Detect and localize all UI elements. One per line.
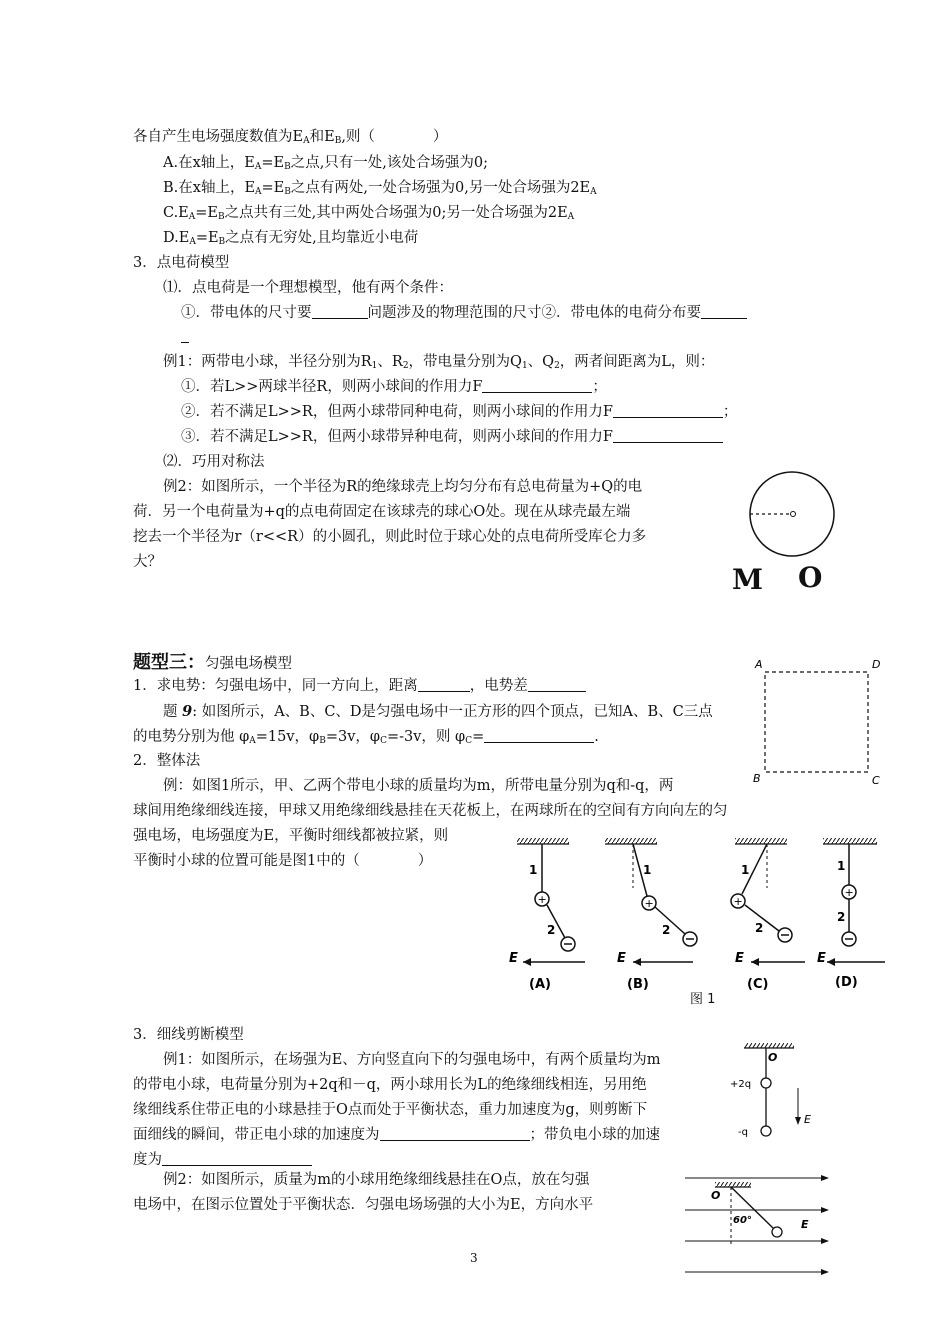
field-label: E (801, 1218, 809, 1231)
example-2b-line: 电场中，在图示位置处于平衡状态．匀强电场场强的大小为E，方向水平 (133, 1197, 594, 1213)
vertex-d: D (872, 658, 881, 671)
field-label: E (509, 951, 518, 966)
method-title: 2．整体法 (133, 753, 201, 769)
svg-text:E: E (735, 951, 744, 966)
positive-ball (761, 1078, 771, 1088)
example-2-line: 大？ (133, 554, 162, 570)
section-title: 3．点电荷模型 (133, 255, 230, 271)
svg-text:E: E (817, 951, 826, 966)
option-d: $D.E_A=E_B$之点有无穷处,且均靠近小电荷 (163, 230, 419, 247)
angle-label: 60° (733, 1215, 752, 1226)
vertex-b: B (753, 772, 761, 785)
subsection-title: ⑵．巧用对称法 (163, 454, 265, 470)
field-label: E (804, 1113, 811, 1126)
field-line (821, 1269, 829, 1275)
question-9-values: 的电势分别为他 $\varphi_A=15v$，$\varphi_B=3v$，$\varphi_C=-3v$，则 $\varphi_C=$ . (133, 729, 599, 746)
diagram-d (817, 838, 885, 990)
center-charge (791, 512, 796, 517)
example-2-line: 荷．另一个电荷量为+q的点电荷固定在该球壳的球心O处。现在从球壳最左端 (133, 504, 631, 520)
plus-sign: + (537, 893, 547, 906)
svg-text:2: 2 (755, 921, 764, 935)
svg-text:2: 2 (662, 923, 671, 937)
label-1: 1 (529, 863, 538, 877)
diagram-a (509, 838, 585, 992)
label-o: O (798, 561, 823, 594)
option-a: A.在x轴上，$E_A=E_B$之点,只有一处,该处合场强为0; (163, 155, 489, 172)
question-9: 题 9: 如图所示，A、B、C、D是匀强电场中一正方形的四个顶点，已知A、B、C三点 (163, 703, 713, 720)
svg-text:E: E (617, 951, 626, 966)
example-1: 例1：两带电小球，半径分别为$R_1$、$R_2$，带电量分别为$Q_1$、$Q_2$，两者间距离为L，则： (163, 354, 715, 371)
subsection-title: ⑴．点电荷是一个理想模型，他有两个条件： (163, 280, 453, 296)
positive-charge-label: +2q (730, 1079, 752, 1090)
example-line: 平衡时小球的位置可能是图1中的（ ） (133, 853, 433, 869)
diagram-c (731, 838, 805, 992)
example-2-line: 挖去一个半径为r（r<<R）的小圆孔，则此时位于球心处的点电荷所受库仑力多 (133, 529, 647, 545)
diagram-b (605, 838, 697, 992)
field-pendulum-figure (685, 1168, 835, 1280)
label-o: O (711, 1189, 721, 1202)
question-intro: 各自产生电场强度数值为$E_A$和$E_B$,则（ ） (133, 129, 448, 146)
svg-text:2: 2 (837, 910, 846, 924)
cut-example-line: 度为 (133, 1150, 312, 1170)
cut-example-line: 的带电小球，电荷量分别为+2q和－q，两小球用长为L的绝缘细线相连，另用绝 (133, 1077, 647, 1093)
sub-question-2: ②．若不满足L>>R，但两小球带同种电荷，则两小球间的作用力F ； (181, 404, 738, 420)
label-a: (A) (529, 977, 551, 992)
blank-continuation (181, 342, 189, 343)
negative-ball (761, 1126, 771, 1136)
svg-text:1: 1 (741, 863, 750, 877)
sub-question-1: ①．若L>>两球半径R，则两小球间的作用力F ； (181, 379, 607, 395)
label-b: (B) (627, 977, 649, 992)
example-line: 球间用绝缘细线连接，甲球又用绝缘细线悬挂在天花板上，在两球所在的空间有方向向左的匀 (133, 803, 728, 819)
svg-text:1: 1 (643, 863, 652, 877)
label-o: O (768, 1051, 778, 1064)
ball (772, 1227, 782, 1237)
page-number: 3 (470, 1251, 478, 1265)
potential-line: 1．求电势：匀强电场中，同一方向上，距离 ，电势差 (133, 676, 586, 696)
ceiling (517, 838, 569, 844)
cut-example-line: 例1：如图所示，在场强为E、方向竖直向下的匀强电场中，有两个质量均为m (163, 1052, 661, 1068)
label-d: (D) (835, 975, 858, 990)
vertex-a: A (755, 658, 763, 671)
vertex-c: C (872, 774, 880, 787)
figure-caption: 图 1 (690, 992, 716, 1007)
label-m: M (732, 563, 763, 596)
dashed-square (765, 672, 868, 772)
section-heading: 题型三：匀强电场模型 (133, 652, 292, 673)
figure-1 (505, 830, 890, 1010)
hanging-charges-figure (728, 1043, 828, 1148)
field-arrow (795, 1117, 801, 1125)
svg-text:+: + (733, 895, 743, 908)
label-2: 2 (547, 923, 556, 937)
option-b: B.在x轴上，$E_A=E_B$之点有两处,一处合场强为0,另一处合场强为$2E_A$ (163, 180, 597, 197)
svg-text:1: 1 (837, 859, 846, 873)
example-line: 强电场，电场强度为E，平衡时细线都被拉紧，则 (133, 828, 449, 844)
example-line: 例：如图1所示，甲、乙两个带电小球的质量均为m，所带电量分别为q和-q，两 (163, 778, 674, 794)
negative-charge-label: -q (738, 1127, 748, 1138)
label-c: (C) (747, 977, 769, 992)
method-title: 3．细线剪断模型 (133, 1027, 244, 1043)
example-2-line: 例2：如图所示，一个半径为R的绝缘球壳上均匀分布有总电荷量为+Q的电 (163, 479, 643, 495)
svg-text:+: + (644, 897, 654, 910)
option-c: $C.E_A=E_B$之点共有三处,其中两处合场强为0;另一处合场强为$2E_A$ (163, 205, 575, 222)
example-2b-line: 例2：如图所示，质量为m的小球用绝缘细线悬挂在O点，放在匀强 (163, 1172, 590, 1188)
sub-question-3: ③．若不满足L>>R，但两小球带异种电荷，则两小球间的作用力F (181, 427, 723, 447)
cut-example-line: 面细线的瞬间，带正电小球的加速度为 ；带负电小球的加速 (133, 1127, 660, 1143)
square-figure (752, 656, 887, 791)
condition-line: ①．带电体的尺寸要 问题涉及的物理范围的尺寸②．带电体的电荷分布要 (181, 303, 747, 323)
cut-example-line: 缘细线系住带正电的小球悬挂于O点而处于平衡状态，重力加速度为g，则剪断下 (133, 1102, 648, 1118)
svg-text:+: + (844, 886, 854, 899)
